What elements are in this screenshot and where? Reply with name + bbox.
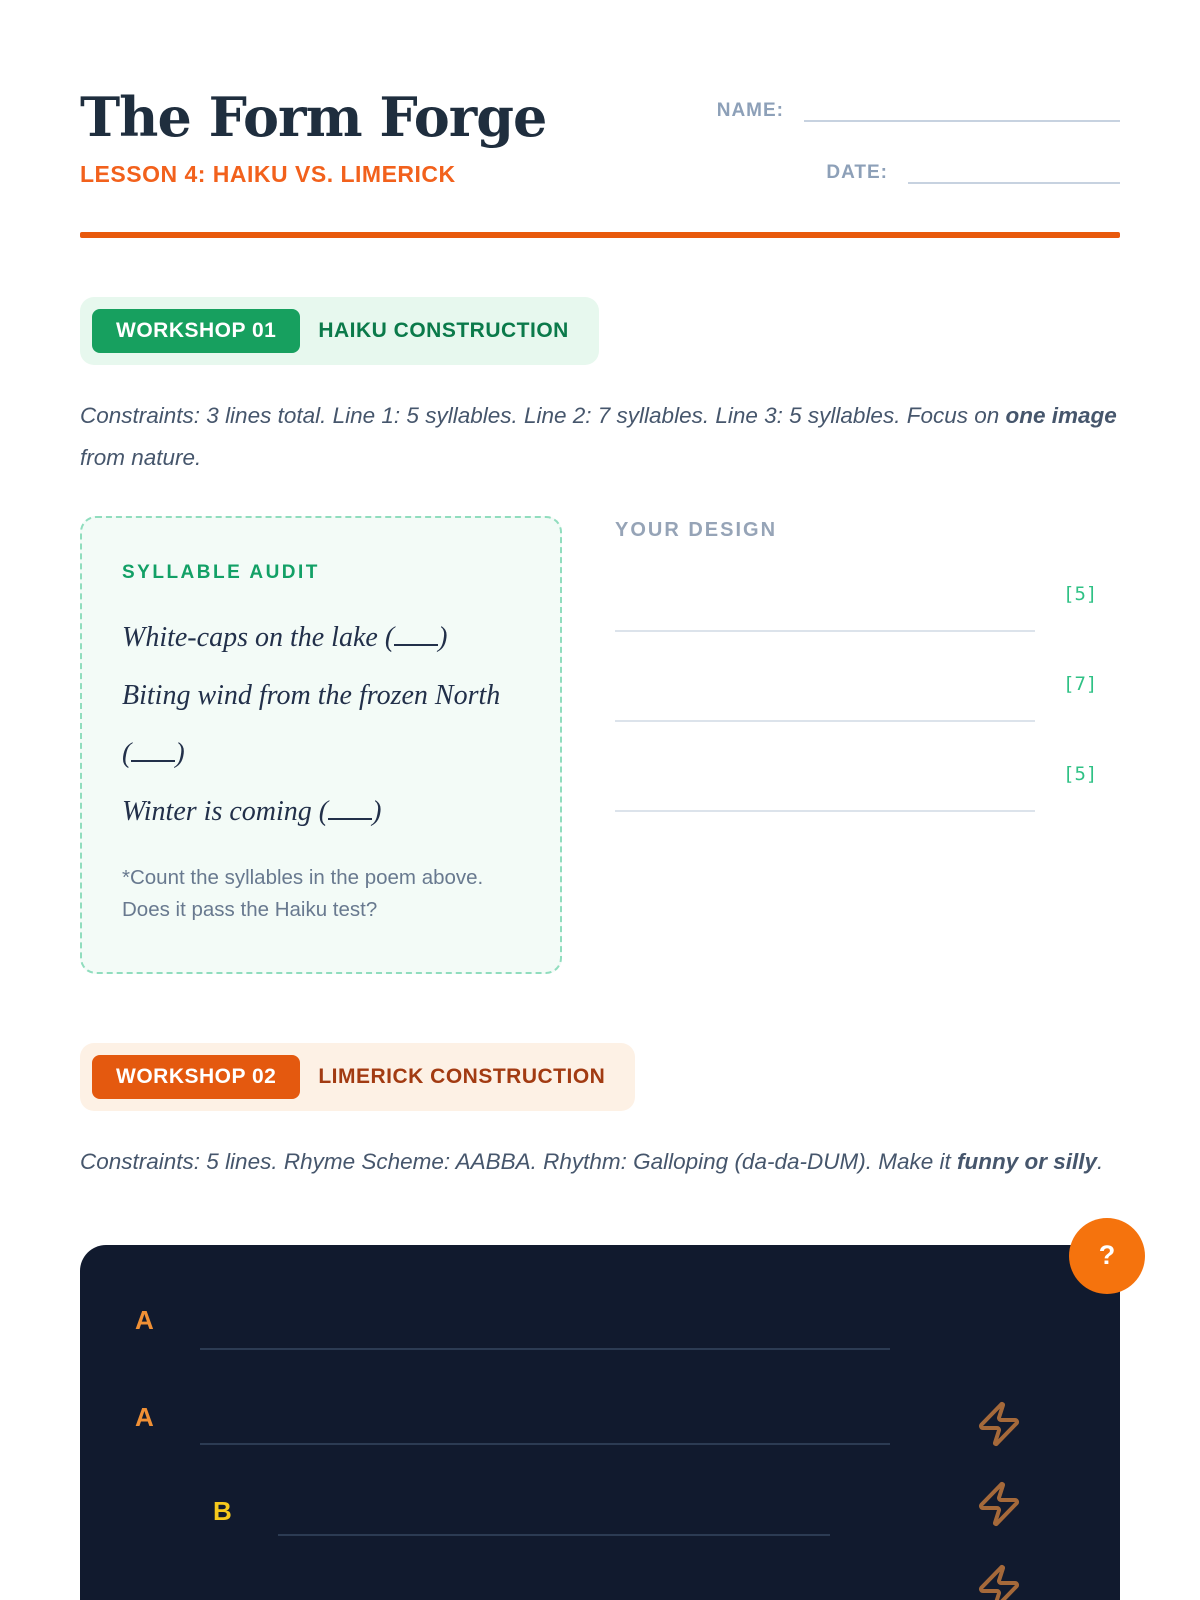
- name-label: NAME:: [716, 100, 784, 121]
- lightning-bolt-icon: [975, 1563, 1023, 1600]
- page-title: The Form Forge: [80, 85, 547, 149]
- rhyme-label-a1: A: [135, 1304, 154, 1335]
- poem-line-2: [122, 678, 520, 714]
- paren-close: ): [438, 622, 448, 654]
- paren-open: (: [318, 796, 329, 828]
- name-input-line[interactable]: [804, 100, 1120, 122]
- workshop-01-title: HAIKU CONSTRUCTION: [318, 319, 569, 342]
- audit-poem: [122, 620, 520, 830]
- haiku-workspace: [80, 516, 1120, 974]
- date-row: [690, 162, 1120, 184]
- rhyme-label-b1: B: [213, 1495, 232, 1526]
- syllable-count-blank[interactable]: [131, 738, 175, 762]
- poem-line-3-text: Winter is coming: [122, 796, 319, 828]
- syllable-count-marker-1: [5]: [1063, 583, 1098, 606]
- limerick-constraints-bold: funny or silly: [956, 1149, 1098, 1175]
- poem-line-1: [122, 620, 520, 656]
- haiku-writing-line-2[interactable]: [615, 720, 1035, 722]
- workshop-01-header: [80, 297, 599, 365]
- paren-close: ): [372, 796, 382, 828]
- header-divider: [80, 232, 1120, 238]
- paren-open: (: [384, 622, 395, 654]
- limerick-constraints: [80, 1141, 1120, 1183]
- name-date-block: [690, 90, 1120, 184]
- header: [80, 85, 1120, 188]
- haiku-constraints-text: Constraints: 3 lines total. Line 1: 5 syllables. Line 2: 7 syllables. Line 3: 5 syllables. Focus on: [80, 403, 1006, 428]
- help-button[interactable]: ?: [1069, 1218, 1145, 1294]
- limerick-constraints-end: .: [1097, 1149, 1104, 1175]
- date-input-line[interactable]: [908, 162, 1120, 184]
- syllable-count-marker-3: [5]: [1063, 763, 1098, 786]
- syllable-count-blank[interactable]: [394, 622, 438, 646]
- poem-line-2-wrap: [122, 736, 520, 772]
- lesson-subtitle: LESSON 4: HAIKU VS. LIMERICK: [80, 161, 456, 187]
- paren-open: (: [122, 738, 132, 770]
- syllable-count-blank[interactable]: [328, 796, 372, 820]
- lightning-bolt-icon: [975, 1480, 1023, 1528]
- audit-footnote: *Count the syllables in the poem above. Does it pass the Haiku test?: [122, 866, 484, 922]
- haiku-line-row-1: [615, 542, 1120, 632]
- workshop-02-badge: WORKSHOP 02: [92, 1055, 300, 1099]
- poem-line-1-text: White-caps on the lake: [122, 622, 385, 654]
- your-design-column: [615, 516, 1120, 974]
- workshop-01-badge: WORKSHOP 01: [92, 309, 300, 353]
- limerick-writing-line-1[interactable]: [200, 1348, 890, 1350]
- syllable-count-marker-2: [7]: [1063, 673, 1098, 696]
- haiku-line-row-3: [615, 722, 1120, 812]
- limerick-panel: [80, 1240, 1120, 1600]
- syllable-audit-title: SYLLABLE AUDIT: [122, 562, 320, 584]
- date-label: DATE:: [826, 162, 888, 183]
- title-block: [80, 85, 547, 188]
- workshop-02-title: LIMERICK CONSTRUCTION: [318, 1065, 606, 1089]
- limerick-writing-line-2[interactable]: [200, 1443, 890, 1445]
- your-design-title: YOUR DESIGN: [615, 519, 778, 542]
- limerick-constraints-text: Constraints: 5 lines. Rhyme Scheme: AABBA. Rhythm: Galloping (da-da-DUM). Make it: [80, 1149, 957, 1175]
- lightning-bolt-icon: [975, 1400, 1023, 1448]
- poem-line-2-text: Biting wind from the frozen North: [122, 680, 501, 712]
- poem-line-3: [122, 794, 520, 830]
- rhyme-label-a2: A: [135, 1401, 154, 1432]
- haiku-constraints: [80, 395, 1120, 478]
- workshop-02-header: [80, 1043, 635, 1111]
- limerick-writing-line-3[interactable]: [278, 1534, 830, 1536]
- syllable-audit-box: [80, 516, 562, 974]
- haiku-line-row-2: [615, 632, 1120, 722]
- haiku-constraints-end: from nature.: [80, 444, 202, 470]
- haiku-writing-line-1[interactable]: [615, 630, 1035, 632]
- haiku-writing-line-3[interactable]: [615, 810, 1035, 812]
- haiku-constraints-bold: one image: [1005, 403, 1117, 428]
- paren-close: ): [175, 738, 185, 770]
- name-row: [690, 100, 1120, 122]
